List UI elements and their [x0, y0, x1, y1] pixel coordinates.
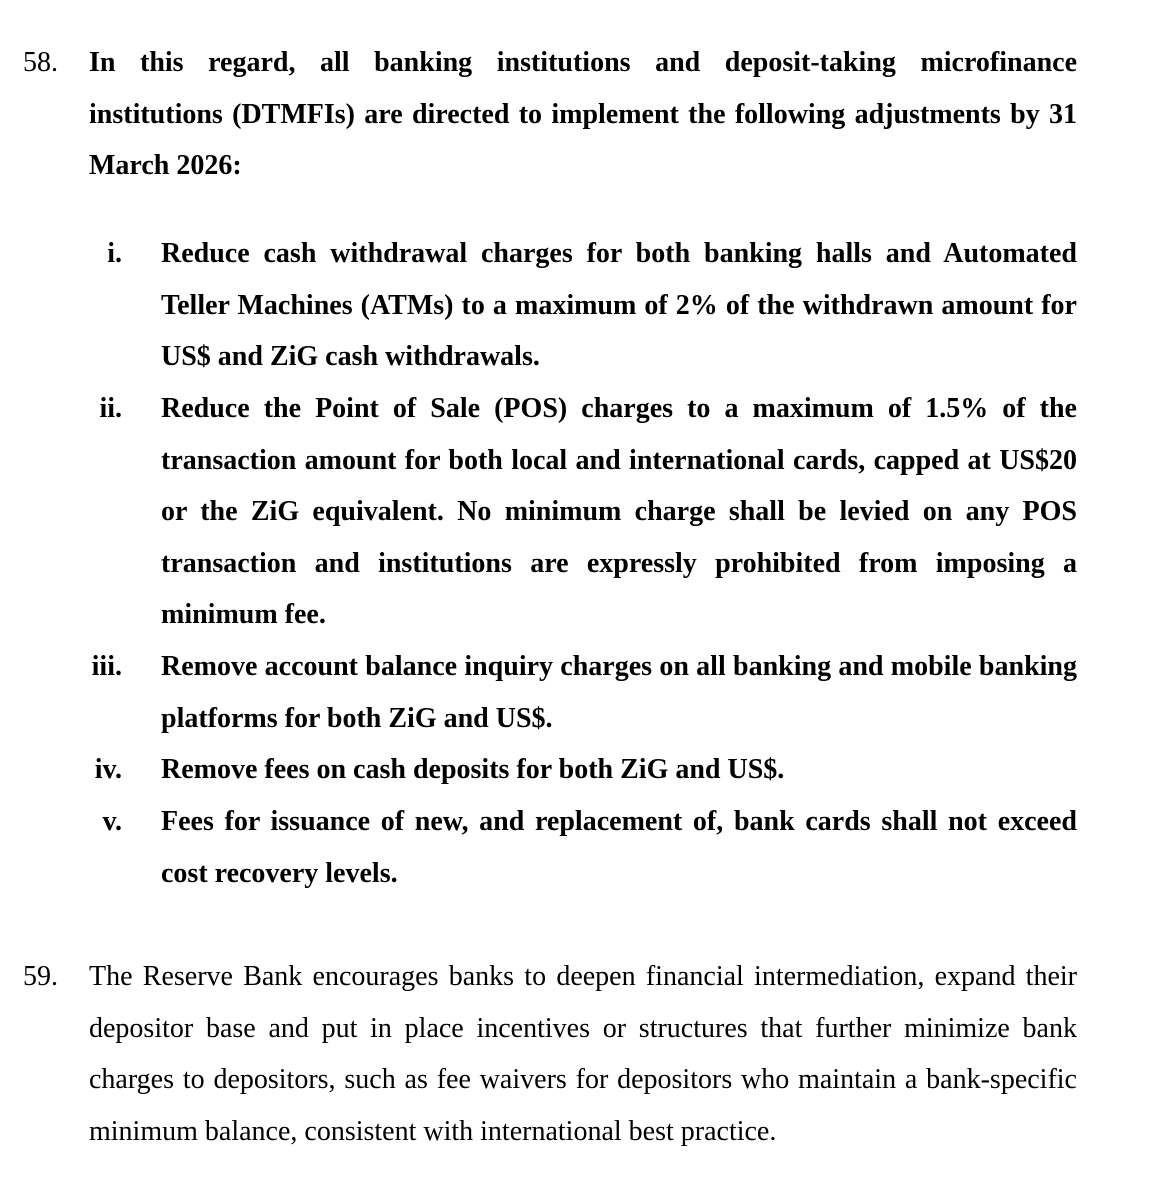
list-item-number: i. — [107, 238, 122, 269]
list-item-text: Remove fees on cash deposits for both ZiG and US$. — [161, 754, 785, 785]
list-item-text: Reduce cash withdrawal charges for both banking halls and Automated Teller Machines (ATMs) to a maximum of 2% of the withdrawn amount for US$ and ZiG cash withdrawals. — [161, 238, 1077, 372]
paragraph-number: 58. — [23, 47, 58, 78]
paragraph-text: The Reserve Bank encourages banks to deepen financial intermediation, expand their depositor base and put in place incentives or structures that further minimize bank charges to depositors, such as fee waivers for depositors who maintain a bank-specific minimum balance, consistent with international best practice. — [89, 961, 1077, 1147]
paragraph-number: 59. — [23, 961, 58, 992]
paragraph-text: In this regard, all banking institutions and deposit-taking microfinance institutions (DTMFIs) are directed to implement the following adjustments by 31 March 2026: — [89, 47, 1077, 181]
list-item-text: Remove account balance inquiry charges on all banking and mobile banking platforms for both ZiG and US$. — [161, 651, 1077, 734]
list-item-number: iii. — [91, 651, 122, 682]
list-item-number: v. — [102, 806, 122, 837]
list-item-number: iv. — [94, 754, 122, 785]
list-item-text: Fees for issuance of new, and replacement of, bank cards shall not exceed cost recovery levels. — [161, 806, 1077, 889]
list-item-number: ii. — [99, 393, 122, 424]
list-item-text: Reduce the Point of Sale (POS) charges to a maximum of 1.5% of the transaction amount for both local and international cards, capped at US$20 or the ZiG equivalent. No minimum charge shall be levied on any POS transaction and institutions are expressly prohibited from imposing a minimum fee. — [161, 393, 1077, 630]
